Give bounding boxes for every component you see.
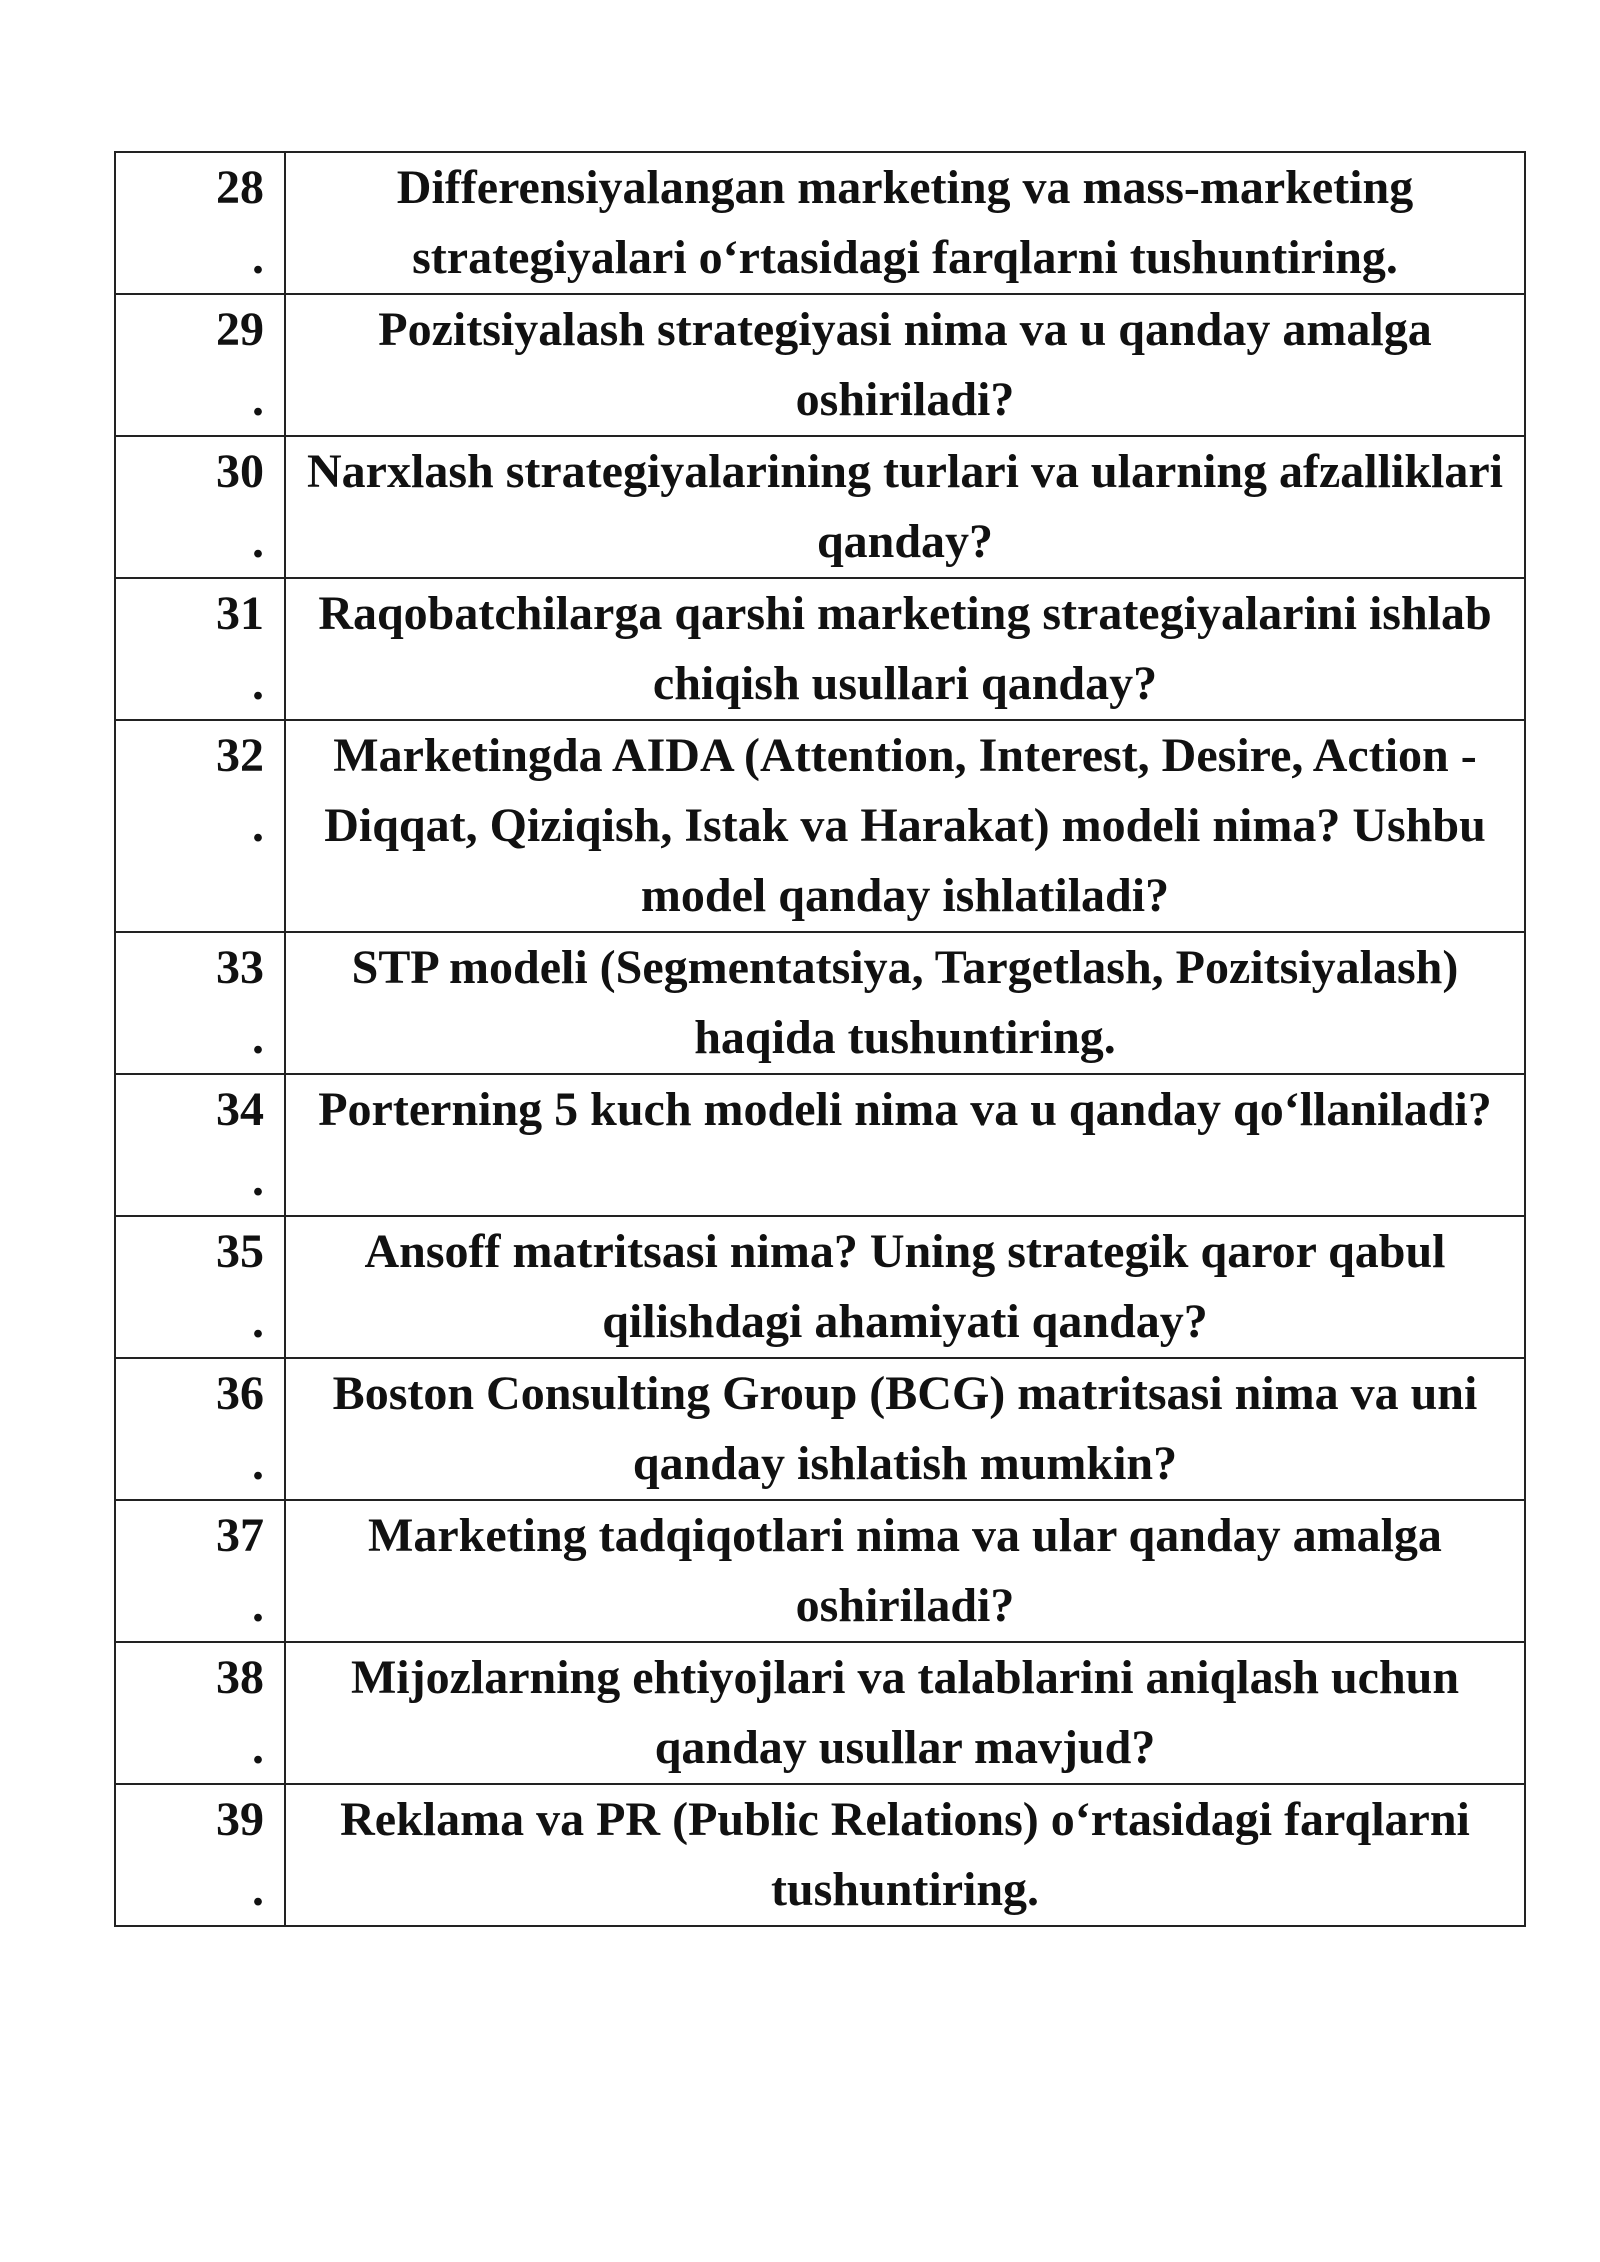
table-row <box>115 1784 1525 1926</box>
question-text: Mijozlarning ehtiyojlari va talablarini aniqlash uchun qanday usullar mavjud? <box>285 1642 1525 1784</box>
question-number-cell <box>115 578 285 720</box>
table-row <box>115 720 1525 932</box>
question-number-dot: . <box>252 515 264 568</box>
question-text: Reklama va PR (Public Relations) o‘rtasidagi farqlarni tushuntiring. <box>285 1784 1525 1926</box>
question-number-dot: . <box>252 231 264 284</box>
question-number: 31 <box>216 587 264 640</box>
table-row <box>115 152 1525 294</box>
table-row <box>115 1358 1525 1500</box>
table-row <box>115 436 1525 578</box>
question-text: Marketing tadqiqotlari nima va ular qanday amalga oshiriladi? <box>285 1500 1525 1642</box>
question-text: Ansoff matritsasi nima? Uning strategik qaror qabul qilishdagi ahamiyati qanday? <box>285 1216 1525 1358</box>
question-number: 33 <box>216 941 264 994</box>
question-number-dot: . <box>252 373 264 426</box>
question-text: Narxlash strategiyalarining turlari va ularning afzalliklari qanday? <box>285 436 1525 578</box>
question-text: Porterning 5 kuch modeli nima va u qanday qo‘llaniladi? <box>285 1074 1525 1216</box>
question-number-cell <box>115 1642 285 1784</box>
question-number: 29 <box>216 303 264 356</box>
question-text: Differensiyalangan marketing va mass-marketing strategiyalari o‘rtasidagi farqlarni tushuntiring. <box>285 152 1525 294</box>
question-number-dot: . <box>252 1579 264 1632</box>
question-number-cell <box>115 294 285 436</box>
questions-table <box>114 151 1526 1927</box>
question-number-cell <box>115 436 285 578</box>
table-row <box>115 932 1525 1074</box>
question-number-dot: . <box>252 1437 264 1490</box>
table-row <box>115 578 1525 720</box>
question-number-cell <box>115 1074 285 1216</box>
question-number-dot: . <box>252 1721 264 1774</box>
question-number-dot: . <box>252 1863 264 1916</box>
question-text: Boston Consulting Group (BCG) matritsasi nima va uni qanday ishlatish mumkin? <box>285 1358 1525 1500</box>
table-row <box>115 1216 1525 1358</box>
question-number: 34 <box>216 1083 264 1136</box>
question-number-cell <box>115 1784 285 1926</box>
question-number-dot: . <box>252 657 264 710</box>
question-number-dot: . <box>252 1295 264 1348</box>
question-number: 32 <box>216 729 264 782</box>
question-number: 37 <box>216 1509 264 1562</box>
table-row <box>115 1500 1525 1642</box>
question-number-dot: . <box>252 799 264 852</box>
question-number-cell <box>115 1358 285 1500</box>
question-number: 36 <box>216 1367 264 1420</box>
question-number-cell <box>115 932 285 1074</box>
question-text: Raqobatchilarga qarshi marketing strategiyalarini ishlab chiqish usullari qanday? <box>285 578 1525 720</box>
question-number: 28 <box>216 161 264 214</box>
question-number-dot: . <box>252 1011 264 1064</box>
question-number: 39 <box>216 1793 264 1846</box>
question-text: Marketingda AIDA (Attention, Interest, Desire, Action - Diqqat, Qiziqish, Istak va Harakat) modeli nima? Ushbu model qanday ishlatiladi? <box>285 720 1525 932</box>
question-number-dot: . <box>252 1153 264 1206</box>
question-number-cell <box>115 1500 285 1642</box>
question-number: 30 <box>216 445 264 498</box>
question-number: 38 <box>216 1651 264 1704</box>
table-row <box>115 1642 1525 1784</box>
table-row <box>115 1074 1525 1216</box>
question-number-cell <box>115 720 285 932</box>
question-text: Pozitsiyalash strategiyasi nima va u qanday amalga oshiriladi? <box>285 294 1525 436</box>
question-number-cell <box>115 152 285 294</box>
question-text: STP modeli (Segmentatsiya, Targetlash, Pozitsiyalash) haqida tushuntiring. <box>285 932 1525 1074</box>
question-number: 35 <box>216 1225 264 1278</box>
question-number-cell <box>115 1216 285 1358</box>
table-row <box>115 294 1525 436</box>
